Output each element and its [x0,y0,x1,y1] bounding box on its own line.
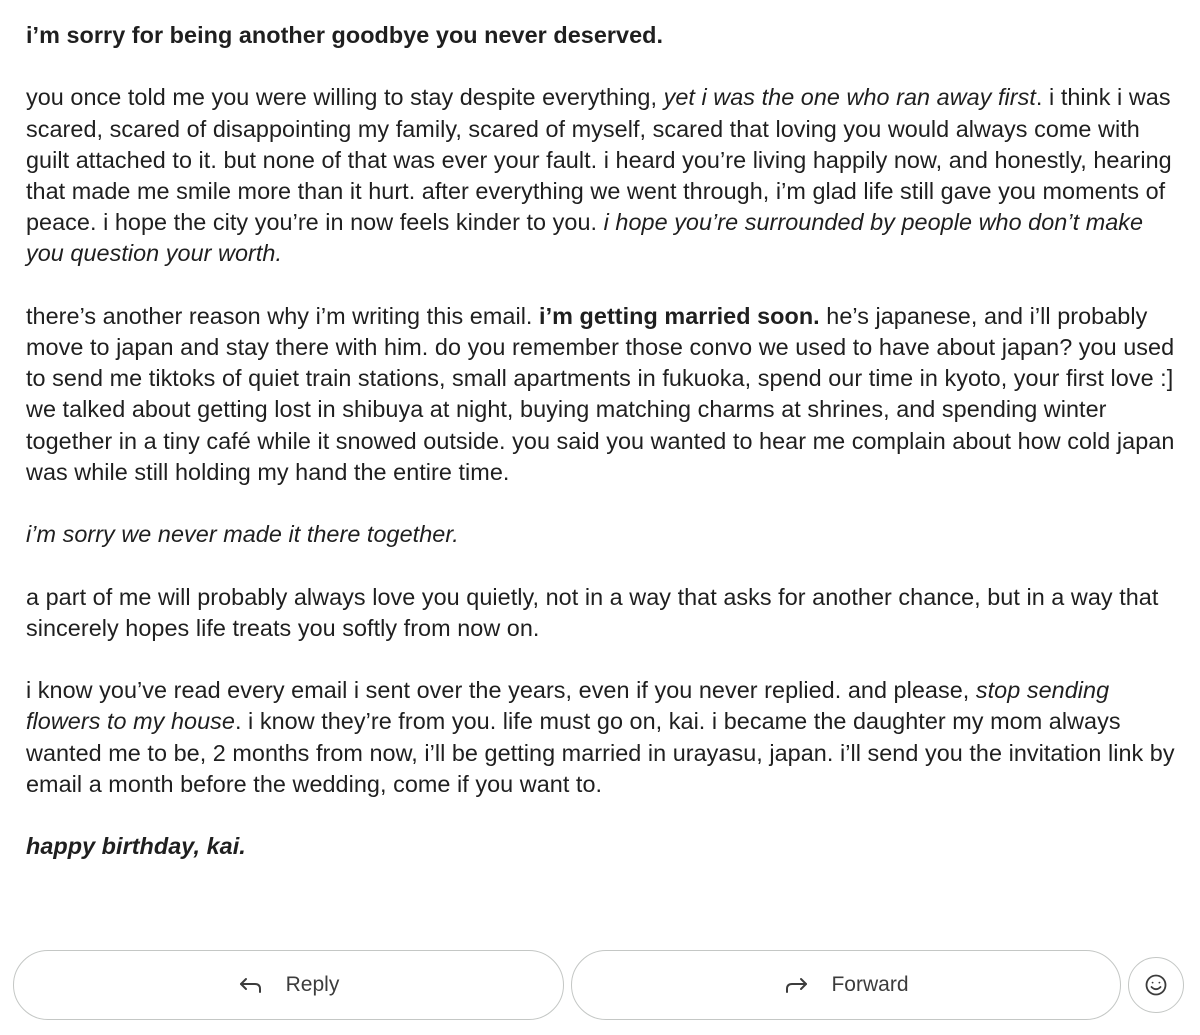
paragraph-2-text-a: there’s another reason why i’m writing this email. [26,302,540,329]
paragraph-1-text-a: you once told me you were willing to stay despite everything, [26,84,664,111]
forward-arrow-icon [783,975,809,995]
reply-label: Reply [285,973,340,996]
reply-arrow-icon [238,975,264,995]
heading-text: i’m sorry for being another goodbye you never deserved. [26,22,664,48]
paragraph-2 [26,301,1180,488]
paragraph-1-text-b: . i think i was scared, scared of disappointing my family, scared of myself, scared that loving you would always come with guilt attached to it. but none of that was ever your fault. i heard you’re living happily now, and honestly, hearing that made me smile more than it hurt. after everything we went through, i’m glad life still gave you moments of peace. i hope the city you’re in now feels kinder to you. [26,84,1172,236]
paragraph-1-italic-a: yet i was the one who ran away first [663,84,1036,111]
paragraph-3-italic: i’m sorry we never made it there together. [26,521,459,548]
paragraph-2-bold: i’m getting married soon. [539,302,820,329]
signoff [26,831,1180,862]
signoff-text: happy birthday, kai. [26,833,246,860]
email-heading [26,20,1180,51]
paragraph-1-end: . [275,240,283,267]
smiley-face-icon [1144,973,1168,997]
forward-button[interactable] [571,950,1121,1020]
paragraph-5-text-a: i know you’ve read every email i sent over the years, even if you never replied. and please, [26,677,976,704]
paragraph-3 [26,519,1180,550]
paragraph-1 [26,82,1180,269]
paragraph-1-italic-b: i hope you’re surrounded by people who don’t make you question your worth [26,209,1144,267]
paragraph-5-text-b: . i know they’re from you. life must go on, kai. i became the daughter my mom always wanted me to be, 2 months from now, i’ll be getting married in urayasu, japan. i’ll send you the invitation link by email a month before the wedding, come if you want to. [26,708,1175,797]
paragraph-5-italic: stop sending flowers to my house [26,677,1110,735]
paragraph-5 [26,675,1180,800]
reply-button[interactable] [13,950,564,1020]
paragraph-4 [26,582,1180,644]
forward-label: Forward [831,973,909,996]
paragraph-2-text-b: he’s japanese, and i’ll probably move to japan and stay there with him. do you remember those convo we used to have about japan? you used to send me tiktoks of quiet train stations, small apartments in fukuoka, spend our time in kyoto, your first love :] we talked about getting lost in shibuya at night, buying matching charms at shrines, and spending winter together in a tiny café while it snowed outside. you said you wanted to hear me complain about how cold japan was while still holding my hand the entire time. [26,302,1175,485]
action-bar [13,950,1187,1022]
emoji-reaction-button[interactable] [1128,957,1184,1013]
email-body [26,20,1180,862]
paragraph-4-text: a part of me will probably always love you quietly, not in a way that asks for another chance, but in a way that sincerely hopes life treats you softly from now on. [26,583,1159,641]
